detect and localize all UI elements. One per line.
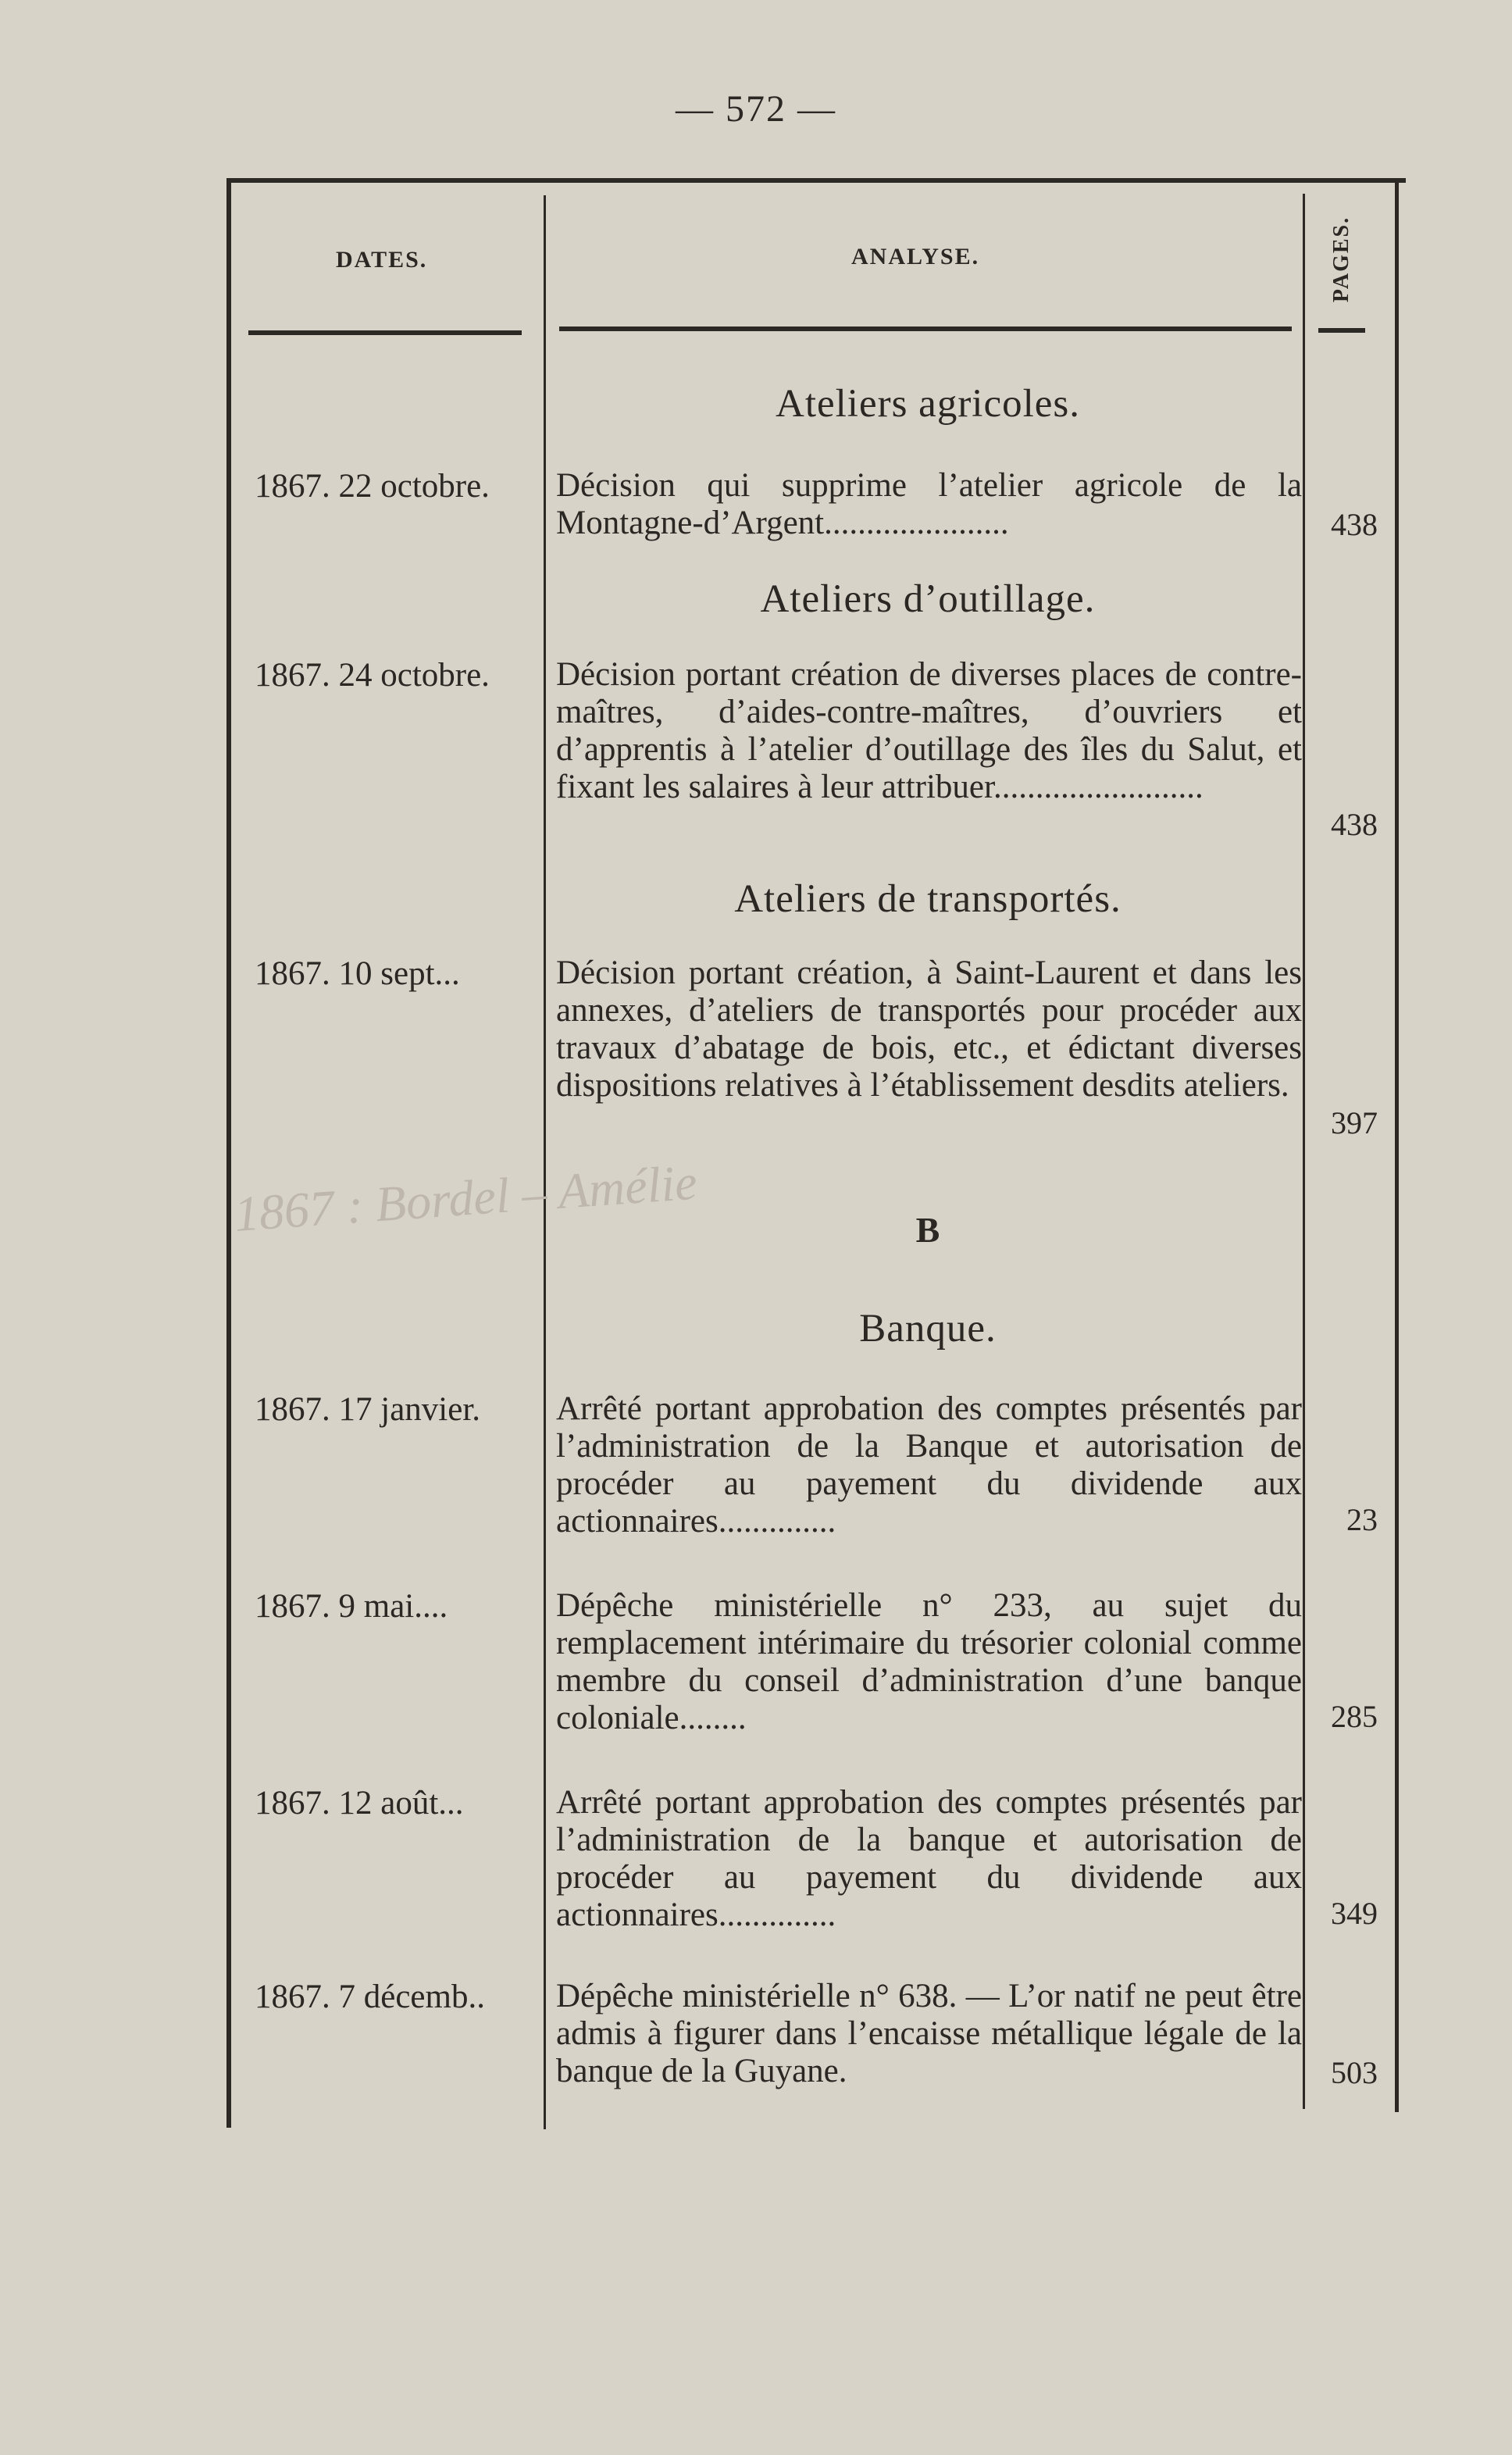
- entry-date: 1867. 24 octobre.: [255, 657, 490, 694]
- entry-date: 1867. 9 mai....: [255, 1588, 448, 1625]
- header-dates: DATES.: [336, 247, 428, 273]
- header-underline-analyse: [559, 327, 1292, 331]
- page-number: — 572 —: [676, 88, 836, 130]
- section-title: Banque.: [859, 1307, 997, 1351]
- header-pages: [1318, 205, 1365, 314]
- entry-page: 23: [1346, 1502, 1378, 1537]
- entry-text: Arrêté portant approbation des comptes présentés par l’administration de la banque et autorisation de procéder au payement du dividende aux actionnaires..............: [556, 1784, 1302, 1933]
- section-title: Ateliers agricoles.: [775, 382, 1081, 426]
- entry-page: 397: [1331, 1105, 1378, 1140]
- entry-text: Dépêche ministérielle n° 233, au sujet du remplacement intérimaire du trésorier colonial comme membre du conseil d’administration d’une banque coloniale........: [556, 1587, 1302, 1736]
- entry-date: 1867. 10 sept...: [255, 955, 460, 992]
- entry-date: 1867. 22 octobre.: [255, 468, 490, 505]
- entry-text: Décision portant création de diverses places de contre-maîtres, d’aides-contre-maîtres, d’ouvriers et d’apprentis à l’atelier d’outillage des îles du Salut, et fixant les salaires à leur attribuer.........................: [556, 656, 1302, 805]
- entry-page: 438: [1331, 807, 1378, 842]
- handwritten-annotation: 1867 : Bordel – Amélie: [232, 1154, 699, 1242]
- header-pages-label: PAGES.: [1329, 216, 1353, 303]
- entry-page: 349: [1331, 1896, 1378, 1931]
- left-border: [226, 181, 231, 2128]
- header-analyse: ANALYSE.: [851, 244, 980, 269]
- section-title: Ateliers de transportés.: [734, 877, 1122, 921]
- entry-text: Dépêche ministérielle n° 638. — L’or natif ne peut être admis à figurer dans l’encaisse métallique légale de la banque de la Guyane.: [556, 1978, 1302, 2089]
- section-title: Ateliers d’outillage.: [760, 577, 1096, 621]
- header-underline-dates: [248, 330, 522, 335]
- entry-text: Arrêté portant approbation des comptes présentés par l’administration de la Banque et autorisation de procéder au payement du dividende aux actionnaires..............: [556, 1390, 1302, 1540]
- header-underline-pages: [1318, 328, 1365, 333]
- right-border: [1395, 181, 1399, 2112]
- entry-date: 1867. 12 août...: [255, 1785, 464, 1822]
- entry-date: 1867. 17 janvier.: [255, 1391, 481, 1428]
- entry-text: Décision portant création, à Saint-Laurent et dans les annexes, d’ateliers de transportés pour procéder aux travaux d’abatage de bois, etc., et édictant diverses dispositions relatives à l’établissement desdits ateliers.: [556, 955, 1302, 1104]
- section-letter: B: [915, 1210, 940, 1250]
- entry-page: 438: [1331, 507, 1378, 542]
- top-border: [226, 178, 1406, 183]
- entry-page: 285: [1331, 1699, 1378, 1734]
- column-divider-pages: [1303, 194, 1305, 2109]
- entry-page: 503: [1331, 2055, 1378, 2090]
- entry-text: Décision qui supprime l’atelier agricole de la Montagne-d’Argent......................: [556, 467, 1302, 541]
- entry-date: 1867. 7 décemb..: [255, 1979, 485, 2015]
- column-divider-dates: [544, 195, 546, 2129]
